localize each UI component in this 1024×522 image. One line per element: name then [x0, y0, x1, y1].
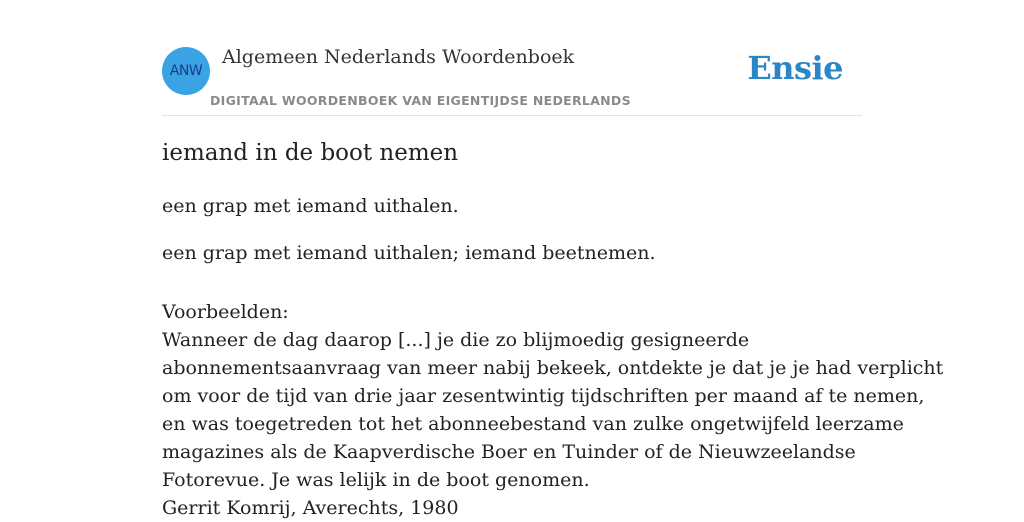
example-line: abonnementsaanvraag van meer nabij bekeek, ontdekte je dat je je had verplicht: [162, 357, 944, 379]
page-container: [162, 0, 944, 519]
examples-section: [162, 298, 944, 522]
page-title: iemand in de boot nemen: [162, 140, 459, 166]
example-line: om voor de tijd van drie jaar zesentwintig tijdschriften per maand af te nemen,: [162, 385, 925, 407]
anw-logo[interactable]: [162, 47, 210, 95]
example-source: Gerrit Komrij, Averechts, 1980: [162, 497, 459, 519]
ensie-brand-logo[interactable]: Ensie: [747, 49, 843, 87]
example-line: Fotorevue. Je was lelijk in de boot genomen.: [162, 469, 590, 491]
site-subtitle: DIGITAAL WOORDENBOEK VAN EIGENTIJDSE NEDERLANDS: [210, 93, 631, 108]
example-line: magazines als de Kaapverdische Boer en Tuinder of de Nieuwzeelandse: [162, 441, 856, 463]
entry-definition: een grap met iemand uithalen; iemand beetnemen.: [162, 242, 656, 264]
example-line: en was toegetreden tot het abonneebestand van zulke ongetwijfeld leerzame: [162, 413, 904, 435]
example-line: Wanneer de dag daarop [...] je die zo blijmoedig gesigneerde: [162, 329, 750, 351]
site-title[interactable]: Algemeen Nederlands Woordenboek: [222, 46, 575, 68]
examples-label: Voorbeelden:: [162, 301, 289, 323]
entry-summary: een grap met iemand uithalen.: [162, 195, 459, 217]
anw-logo-text: ANW: [169, 63, 203, 79]
site-header: [162, 0, 862, 116]
